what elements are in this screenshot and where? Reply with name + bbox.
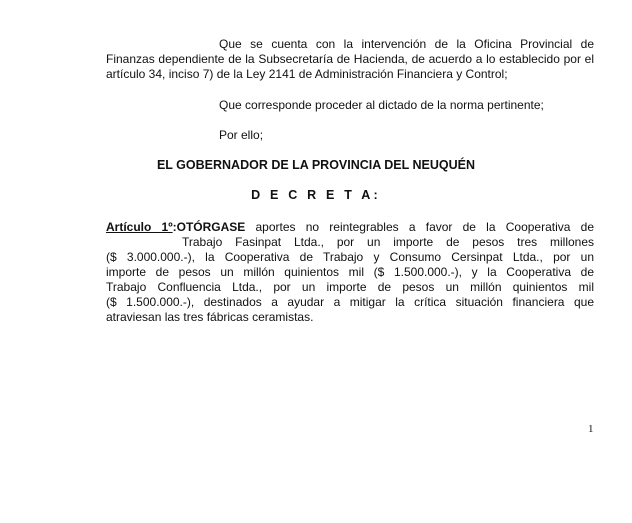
articulo-1-line-6: ($ 1.500.000.-), destinados a ayudar a mitigar la crítica situación financiera que [106, 295, 594, 309]
decreta-heading: D E C R E T A: [251, 188, 381, 202]
articulo-1-line-4: importe de pesos un millón quinientos mil ($ 1.500.000.-), y la Cooperativa de [106, 265, 594, 279]
por-ello-paragraph: Por ello; [219, 128, 264, 142]
articulo-1-line-3: ($ 3.000.000.-), la Cooperativa de Trabajo y Consumo Cersinpat Ltda., por un [106, 250, 594, 264]
articulo-1-label: Artículo 1º [106, 220, 173, 234]
articulo-1-line-2: Trabajo Fasinpat Ltda., por un importe de pesos tres millones [182, 235, 594, 249]
considerando-norma-paragraph: Que corresponde proceder al dictado de la norma pertinente; [219, 98, 544, 112]
articulo-1 [106, 220, 594, 325]
page-number: 1 [588, 423, 594, 435]
articulo-1-line-1 [106, 220, 594, 235]
articulo-1-separator: : [172, 220, 177, 234]
articulo-1-verb: OTÓRGASE [176, 220, 246, 234]
articulo-1-line-7: atraviesan las tres fábricas ceramistas. [106, 310, 314, 324]
articulo-1-line-5: Trabajo Confluencia Ltda., por un importe de pesos un millón quinientos mil [106, 280, 594, 294]
gobernador-heading: EL GOBERNADOR DE LA PROVINCIA DEL NEUQUÉN [156, 158, 476, 172]
articulo-1-line-text: aportes no reintegrables a favor de la Cooperativa de [245, 220, 594, 234]
considerando-oficina-paragraph: Que se cuenta con la intervención de la Oficina Provincial de Finanzas dependiente de la Subsecretaría de Hacienda, de acuerdo a lo establecido por el artículo 34, inciso 7) de la Ley 2141 de Administración Financiera y Control; [106, 37, 594, 81]
